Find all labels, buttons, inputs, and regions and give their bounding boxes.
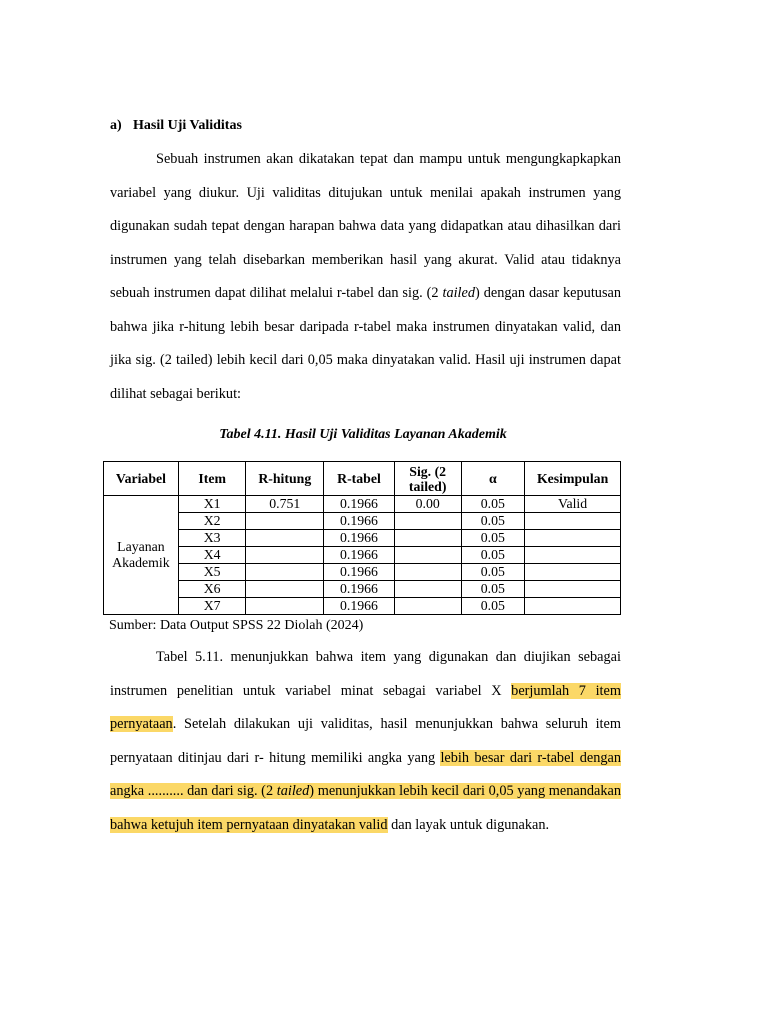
cell-item: X7 (178, 598, 246, 615)
highlight-item-count: berjumlah 7 item pernyataan (110, 682, 621, 732)
table-caption: Tabel 4.11. Hasil Uji Validitas Layanan Akademik (219, 427, 507, 442)
cell-sig (394, 547, 461, 564)
cell-r-tabel: 0.1966 (324, 530, 395, 547)
cell-kesimpulan (525, 581, 621, 598)
intro-text-italic: tailed (442, 285, 476, 301)
cell-r-hitung (246, 598, 324, 615)
analysis-text-1: Tabel 5.11. menunjukkan bahwa item yang digunakan dan diujikan sebagai instrumen penelitian untuk variabel minat sebagai variabel X (110, 649, 621, 699)
cell-sig: 0.00 (394, 496, 461, 513)
cell-alpha: 0.05 (461, 581, 525, 598)
cell-sig (394, 513, 461, 530)
cell-item: X6 (178, 581, 246, 598)
table-row (104, 513, 621, 530)
header-kesimpulan: Kesimpulan (525, 462, 621, 496)
table-row (104, 496, 621, 513)
cell-alpha: 0.05 (461, 547, 525, 564)
cell-r-hitung (246, 530, 324, 547)
cell-r-hitung (246, 581, 324, 598)
cell-kesimpulan (525, 564, 621, 581)
cell-alpha: 0.05 (461, 530, 525, 547)
cell-item: X5 (178, 564, 246, 581)
cell-alpha: 0.05 (461, 564, 525, 581)
cell-r-tabel: 0.1966 (324, 547, 395, 564)
cell-alpha: 0.05 (461, 513, 525, 530)
section-title: Hasil Uji Validitas (133, 118, 242, 133)
cell-r-tabel: 0.1966 (324, 581, 395, 598)
highlight-result-italic: tailed (276, 783, 310, 799)
cell-kesimpulan (525, 530, 621, 547)
cell-r-tabel: 0.1966 (324, 496, 395, 513)
cell-item: X3 (178, 530, 246, 547)
analysis-text-3: dan layak untuk digunakan. (387, 816, 550, 833)
table-row (104, 598, 621, 615)
validity-table (103, 461, 621, 615)
table-row (104, 547, 621, 564)
cell-kesimpulan (525, 547, 621, 564)
header-sig: Sig. (2 tailed) (394, 462, 461, 496)
section-heading (110, 118, 242, 134)
cell-kesimpulan (525, 513, 621, 530)
cell-item: X2 (178, 513, 246, 530)
header-r-hitung: R-hitung (246, 462, 324, 496)
cell-r-hitung: 0.751 (246, 496, 324, 513)
cell-r-tabel: 0.1966 (324, 564, 395, 581)
analysis-paragraph (110, 641, 621, 842)
cell-sig (394, 564, 461, 581)
header-variabel: Variabel (104, 462, 179, 496)
header-r-tabel: R-tabel (324, 462, 395, 496)
table-source-note: Sumber: Data Output SPSS 22 Diolah (2024) (109, 618, 364, 633)
table-row (104, 530, 621, 547)
cell-r-tabel: 0.1966 (324, 513, 395, 530)
cell-alpha: 0.05 (461, 496, 525, 513)
analysis-text-2: . Setelah dilakukan uji validitas, hasil menunjukkan bahwa seluruh item pernyataan ditinjau dari r- hitung memiliki angka yang (110, 716, 621, 766)
highlight-result-part-a: lebih besar dari r-tabel dengan angka .......... dan dari sig. (2 (110, 749, 621, 799)
cell-sig (394, 530, 461, 547)
cell-r-tabel: 0.1966 (324, 598, 395, 615)
cell-kesimpulan (525, 598, 621, 615)
header-item: Item (178, 462, 246, 496)
cell-r-hitung (246, 513, 324, 530)
intro-text-part1: Sebuah instrumen akan dikatakan tepat dan mampu untuk mengungkapkapkan variabel yang diukur. Uji validitas ditujukan untuk menilai apakah instrumen yang digunakan sudah tepat dengan harapan bahwa data yang didapatkan atau dihasilkan dari instrumen yang telah disebarkan memberikan hasil yang akurat. Valid atau tidaknya sebuah instrumen dapat dilihat melalui r-tabel dan sig. (2 (110, 151, 621, 301)
cell-alpha: 0.05 (461, 598, 525, 615)
cell-item: X4 (178, 547, 246, 564)
section-number: a) (110, 118, 122, 133)
cell-sig (394, 581, 461, 598)
highlight-result-part-b: ) menunjukkan lebih kecil dari 0,05 yang menandakan bahwa ketujuh item pernyataan dinyatakan valid (110, 783, 621, 833)
cell-item: X1 (178, 496, 246, 513)
cell-sig (394, 598, 461, 615)
table-row (104, 564, 621, 581)
cell-kesimpulan: Valid (525, 496, 621, 513)
header-alpha: α (461, 462, 525, 496)
table-header-row (104, 462, 621, 496)
table-row (104, 581, 621, 598)
cell-r-hitung (246, 564, 324, 581)
intro-text-part2: ) dengan dasar keputusan bahwa jika r-hitung lebih besar daripada r-tabel maka instrumen dinyatakan valid, dan jika sig. (2 tailed) lebih kecil dari 0,05 maka dinyatakan valid. Hasil uji instrumen dapat dilihat sebagai berikut: (110, 285, 622, 402)
intro-paragraph (110, 143, 621, 411)
variable-cell: Layanan Akademik (104, 496, 179, 615)
cell-r-hitung (246, 547, 324, 564)
